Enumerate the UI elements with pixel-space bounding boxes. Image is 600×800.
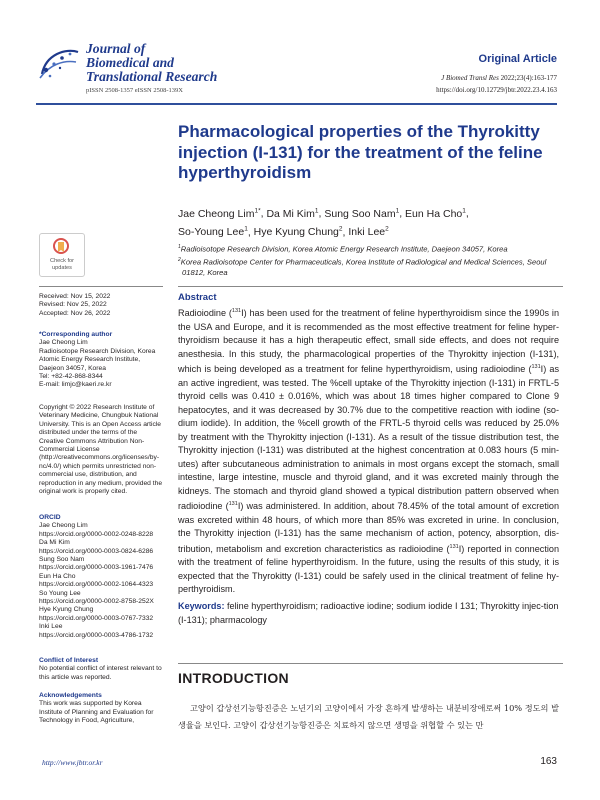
author-name: Da Mi Kim$^1$ <box>266 207 319 220</box>
author-name: So-Young Lee$^1$ <box>178 225 248 238</box>
conflict-section <box>39 657 163 682</box>
corresponding-heading: *Corresponding author <box>39 331 113 338</box>
sidebar-divider <box>39 286 163 287</box>
introduction-heading: INTRODUCTION <box>178 670 289 686</box>
check-label-line2: updates <box>52 264 72 271</box>
orcid-line[interactable]: https://orcid.org/0000-0003-0767-7332 <box>39 614 154 622</box>
citation-journal: J Biomed Transl Res <box>441 74 499 82</box>
citation <box>441 74 557 82</box>
corresponding-line: Tel: +82-42-868-8344 <box>39 373 103 381</box>
orcid-line: Sung Soo Nam <box>39 556 85 564</box>
author-name: Sung Soo Nam$^1$ <box>324 207 400 220</box>
author-name: Eun Ha Cho$^1$ <box>405 207 466 220</box>
article-dates <box>39 293 163 318</box>
orcid-line: Hye Kyung Chung <box>39 606 94 614</box>
journal-name-line1: Journal of <box>86 41 146 56</box>
corresponding-line: Radioisotope Research Division, Korea Atomic Energy Research Institute, Daejeon 34057, Korea <box>39 347 156 372</box>
orcid-line: Da Mi Kim <box>39 539 70 547</box>
orcid-line[interactable]: https://orcid.org/0000-0002-0248-8228 <box>39 530 154 538</box>
intro-divider <box>178 663 563 664</box>
acknowledgements-text: This work was supported by Korea Institute of Planning and Evaluation for Technology in Food, Agriculture, <box>39 700 154 725</box>
orcid-line[interactable]: https://orcid.org/0000-0003-4786-1732 <box>39 631 154 639</box>
conflict-text: No potential conflict of interest relevant to this article was reported. <box>39 665 162 681</box>
orcid-line: Eun Ha Cho <box>39 572 76 580</box>
header-divider <box>36 103 557 105</box>
orcid-section <box>39 514 163 640</box>
abstract-text: Radioiodine ($^{131}$I) has been used for the treatment of feline hyperthyroidism since the 1990s in the USA and Europe, and it is recommended as the most effective treatment for feline hyper-thyroidism because it has a high therapeutic effect, small side effects, and does not require anesthesia. In this study, the pharmacological properties of the Thyrokitty injection (I-131), which is being developed as a treatment for feline hyperthyroidism, using radioiodine ($^{131}$I) as an active ingredient, was tested. The %cell uptake of the Thyrokitty injection (I-131) in FRTL-5 thyroid cells was 0.410 ± 0.016%, which was about 18 times higher compared to Clone 9 hepatocytes, and it was decreased by 30.7% due to the competitive reaction with iodine (so-dium iodide). In addition, the %cell growth of the FRTL-5 thyroid cells was reduced by 25.0% by treatment with the Thyrokitty injection (I-131). As a result of the tissue distribution test, the Thyrokitty injection (I-131) was distributed at the highest concentration at 0.083 hours (5 min-utes) after subcutaneous administration to animals in most organs except the stomach, small intestine, large intestine, muscle and thyroid gland, and it was excreted mainly through the kidneys. The stomach and thyroid gland showed a typical distribution pattern observed when radioiodine ($^{131}$I) was administered. In addition, about 78.45% of the total amount of excretion was excreted within 48 hours, of which more than 85% was excreted in urine. In conclusion, the Thyrokitty injection (I-131) has the same mechanism of action, potency, absorption, dis-tribution, metabolism and excretion characteristics as radioiodine ($^{131}$I) reported in connection with the treatment of feline hyperthyroidism. In the future, using the results of this study, it is expected that the Thyrokitty (I-131) could be safely used in the clinical treatment of feline hy-perthyroidism. <box>178 308 560 595</box>
journal-name-line3: Translational Research <box>86 69 218 84</box>
affiliation-item: $^2$Korea Radioisotope Center for Pharmaceuticals, Korea Institute of Radiological and Medical Sciences, Seoul 01812, Korea <box>178 257 547 278</box>
keywords <box>178 600 559 627</box>
date-item: Received: Nov 15, 2022 <box>39 293 111 300</box>
corresponding-author <box>39 331 163 390</box>
orcid-line[interactable]: https://orcid.org/0000-0003-0824-6286 <box>39 547 154 555</box>
author-name: Jae Cheong Lim$^{1*}$ <box>178 207 261 220</box>
author-name: Inki Lee$^2$ <box>348 225 389 238</box>
abstract-heading: Abstract <box>178 292 217 303</box>
abstract-divider <box>178 286 563 287</box>
conflict-heading: Conflict of Interest <box>39 657 99 664</box>
orcid-line[interactable]: https://orcid.org/0000-0003-1961-7476 <box>39 564 154 572</box>
citation-volume: 2022;23(4):163-177 <box>498 74 557 82</box>
check-label-line1: Check for <box>50 258 74 264</box>
doi-link[interactable]: https://doi.org/10.12729/jbtr.2022.23.4.163 <box>436 86 557 94</box>
journal-name-line2: Biomedical and <box>86 55 174 70</box>
orcid-line[interactable]: https://orcid.org/0000-0002-8758-252X <box>39 598 154 606</box>
journal-url-link[interactable]: http://www.jbtr.or.kr <box>42 758 103 767</box>
introduction-text: 고양이 갑상선기능항진증은 노년기의 고양이에서 가장 흔하게 발생하는 내분비장애로써 10% 정도의 발생율을 보인다. 고양이 갑상선기능항진증은 치료하지 않으면 생명을 위협할 수 있는 만 <box>178 703 559 730</box>
orcid-line: So Young Lee <box>39 589 81 597</box>
orcid-line: Jae Cheong Lim <box>39 522 88 530</box>
corresponding-line: E-mail: limjc@kaeri.re.kr <box>39 381 112 389</box>
check-for-updates-button[interactable] <box>39 233 85 277</box>
orcid-line[interactable]: https://orcid.org/0000-0002-1064-4323 <box>39 581 154 589</box>
article-title: Pharmacological properties of the Thyrokitty injection (I-131) for the treatment of the feline hyperthyroidism <box>178 122 543 182</box>
copyright-notice: Copyright © 2022 Research Institute of Veterinary Medicine, Chungbuk National University. This is an Open Access article distributed under the terms of the Creative Commons Attribution Non-Commercial License (http://creativecommons.org/licenses/by-nc/4.0/) which permits unrestricted non-commercial use, distribution, and reproduction in any medium, provided the original work is properly cited. <box>39 404 163 496</box>
orcid-heading: ORCID <box>39 514 61 521</box>
acknowledgements-section <box>39 692 163 726</box>
journal-name <box>86 42 286 84</box>
article-type: Original Article <box>478 53 557 65</box>
keywords-label: Keywords: <box>178 601 225 611</box>
journal-logo-icon <box>36 44 82 84</box>
corresponding-line: Jae Cheong Lim <box>39 339 88 347</box>
date-item: Accepted: Nov 26, 2022 <box>39 309 111 317</box>
author-list: Jae Cheong Lim$^{1*}$, Da Mi Kim$^1$, Sung Soo Nam$^1$, Eun Ha Cho$^1$, So-Young Lee$^1$, Hye Kyung Chung$^2$, Inki Lee$^2$ <box>178 207 469 238</box>
bookmark-icon <box>53 238 69 256</box>
affiliations <box>178 242 568 279</box>
acknowledgements-heading: Acknowledgements <box>39 692 102 699</box>
affiliation-item: $^1$Radioisotope Research Division, Korea Atomic Energy Research Institute, Daejeon 34057, Korea <box>178 244 508 254</box>
orcid-line: Inki Lee <box>39 623 63 631</box>
date-item: Revised: Nov 25, 2022 <box>39 301 107 309</box>
issn: pISSN 2508-1357 eISSN 2508-139X <box>86 87 183 94</box>
keywords-text: feline hyperthyroidism; radioactive iodine; sodium iodide I 131; Thyrokitty injec-tion (I-131); pharmacology <box>178 601 559 625</box>
page-number: 163 <box>540 756 557 767</box>
author-name: Hye Kyung Chung$^2$ <box>253 225 343 238</box>
